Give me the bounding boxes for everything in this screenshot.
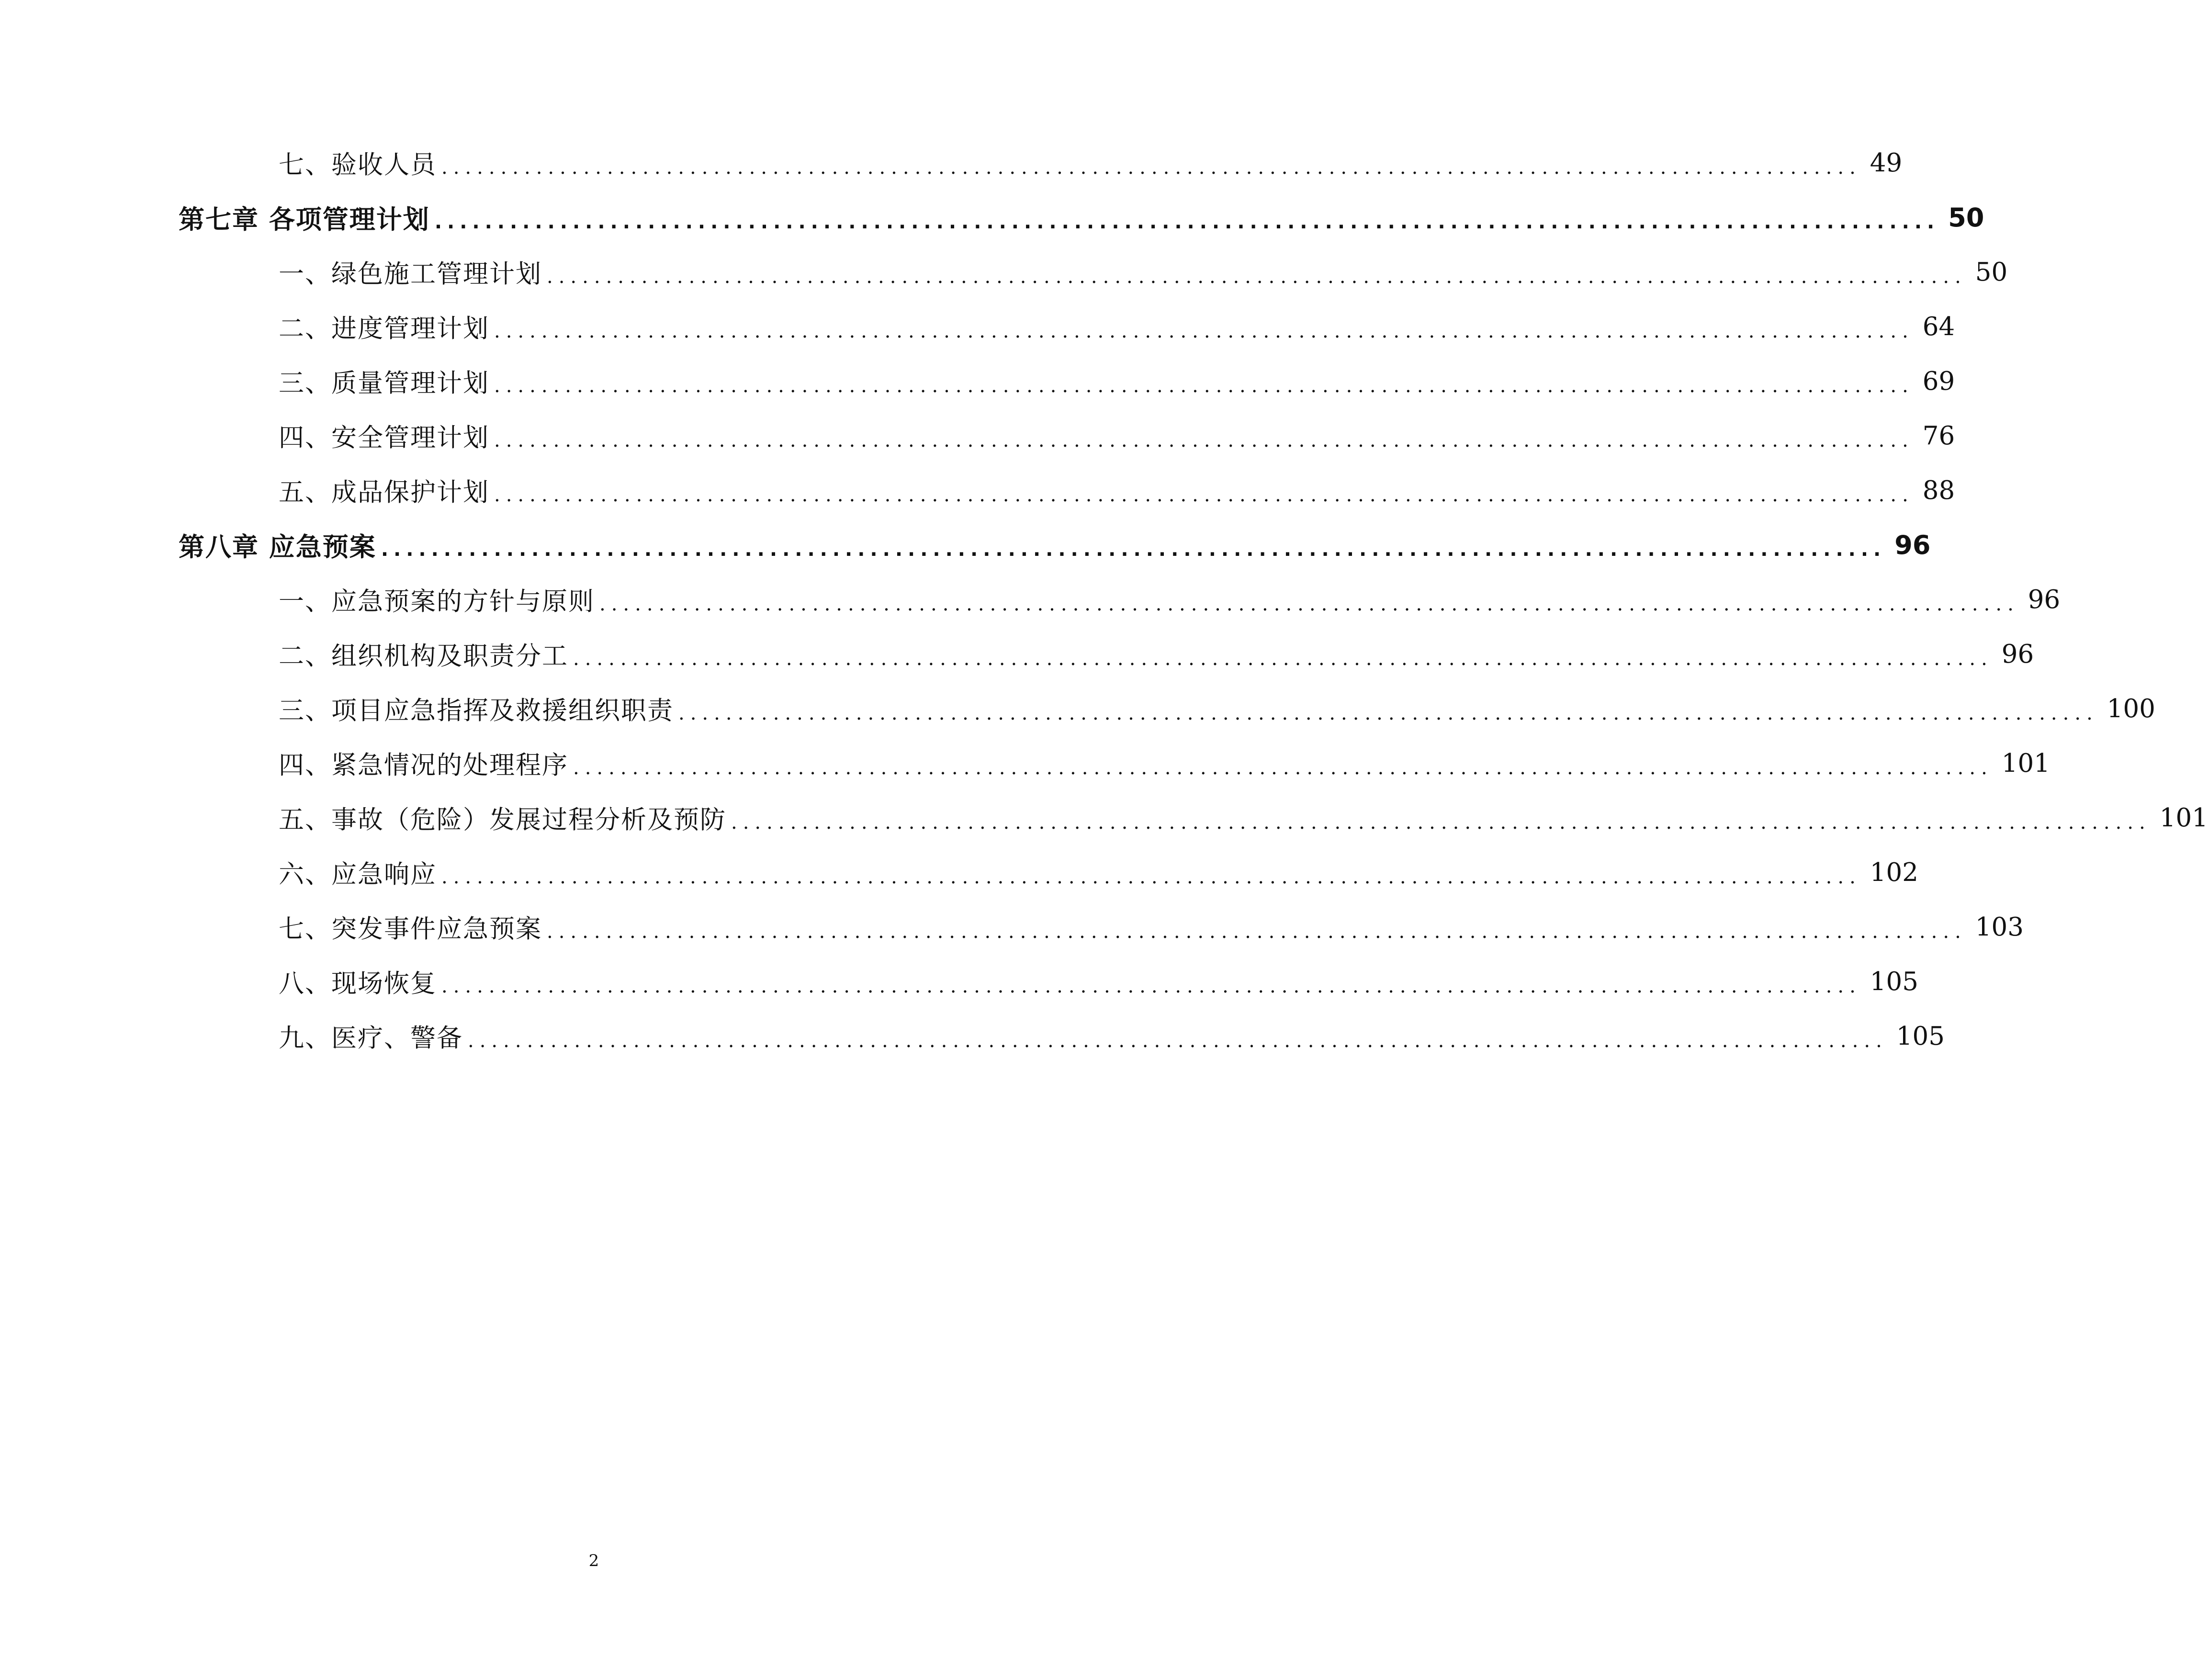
toc-entry-page: 100 [2107,694,2155,723]
toc-entry-page: 96 [2028,585,2061,614]
toc-entry-page: 103 [1975,912,2024,942]
toc-entry-title: 九、医疗、警备 [279,1024,463,1053]
toc-entry[interactable] [279,1010,1945,1062]
toc-leader-dots: ........................................................................................................................ [434,211,1940,233]
toc-entry[interactable] [279,355,1955,407]
toc-entry-page: 88 [1922,475,1955,505]
toc-leader-dots: ........................................................................................................................ [441,975,1861,997]
toc-entry[interactable] [279,136,1903,189]
toc-entry-title: 五、事故（危险）发展过程分析及预防 [279,805,726,834]
toc-entry[interactable] [279,955,1918,1008]
toc-entry-page: 50 [1948,202,1984,233]
toc-entry[interactable] [279,737,2050,789]
toc-leader-dots: ........................................................................................................................ [381,539,1886,561]
toc-leader-dots: ........................................................................................................................ [494,375,1914,397]
toc-entry[interactable] [279,846,1918,899]
page-number: 2 [588,1551,599,1570]
toc-entry-page: 69 [1922,366,1955,396]
toc-chapter-entry[interactable] [179,191,1984,244]
toc-entry-page: 101 [2001,748,2050,778]
toc-entry-title: 七、验收人员 [279,150,437,180]
toc-leader-dots: ........................................................................................................................ [547,921,1967,943]
toc-entry[interactable] [279,300,1955,353]
toc-leader-dots: ........................................................................................................................ [547,266,1967,288]
toc-entry[interactable] [279,464,1955,517]
toc-leader-dots: ........................................................................................................................ [468,1030,1888,1052]
toc-entry-title: 第七章 各项管理计划 [179,204,430,235]
toc-entry-title: 一、应急预案的方针与原则 [279,587,595,616]
toc-leader-dots: ........................................................................................................................ [441,866,1861,888]
toc-leader-dots: ........................................................................................................................ [494,429,1914,451]
toc-entry[interactable] [279,628,2034,680]
toc-entry[interactable] [279,409,1955,462]
toc-entry-title: 第八章 应急预案 [179,531,376,562]
toc-entry[interactable] [279,682,2155,735]
toc-leader-dots: ........................................................................................................................ [678,702,2098,724]
toc-entry-page: 105 [1870,967,1918,996]
toc-leader-dots: ........................................................................................................................ [731,812,2151,834]
toc-entry-page: 64 [1922,312,1955,341]
toc-entry-title: 四、安全管理计划 [279,423,489,452]
toc-leader-dots: ........................................................................................................................ [573,757,1993,779]
toc-entry[interactable] [279,246,2008,298]
toc-entry-title: 一、绿色施工管理计划 [279,259,542,289]
toc-entry[interactable] [279,901,2024,953]
toc-entry-title: 八、现场恢复 [279,969,437,998]
toc-entry-title: 三、项目应急指挥及救援组织职责 [279,696,674,725]
toc-entry-title: 三、质量管理计划 [279,369,489,398]
toc-entry-title: 六、应急响应 [279,860,437,889]
toc-entry-page: 76 [1922,421,1955,451]
toc-entry[interactable] [279,573,2061,626]
toc-entry-page: 101 [2159,803,2208,833]
toc-entry-page: 96 [2001,639,2034,669]
toc-leader-dots: ........................................................................................................................ [573,648,1993,670]
toc-leader-dots: ........................................................................................................................ [494,484,1914,506]
toc-entry-title: 二、进度管理计划 [279,314,489,343]
toc-entry-page: 102 [1870,857,1918,887]
toc-leader-dots: ........................................................................................................................ [441,157,1861,179]
toc-leader-dots: ........................................................................................................................ [494,320,1914,342]
toc-entry-page: 96 [1894,530,1931,560]
toc-entry-page: 105 [1896,1021,1945,1051]
toc-entry-page: 50 [1975,257,2008,287]
toc-entry-title: 七、突发事件应急预案 [279,914,542,944]
toc-entry-page: 49 [1870,148,1903,178]
toc-entry[interactable] [279,791,2208,844]
toc-chapter-entry[interactable] [179,519,1931,571]
toc-entry-title: 二、组织机构及职责分工 [279,642,568,671]
toc-entry-title: 四、紧急情况的处理程序 [279,751,568,780]
toc-leader-dots: ........................................................................................................................ [599,593,2019,615]
toc-entry-title: 五、成品保护计划 [279,478,489,507]
